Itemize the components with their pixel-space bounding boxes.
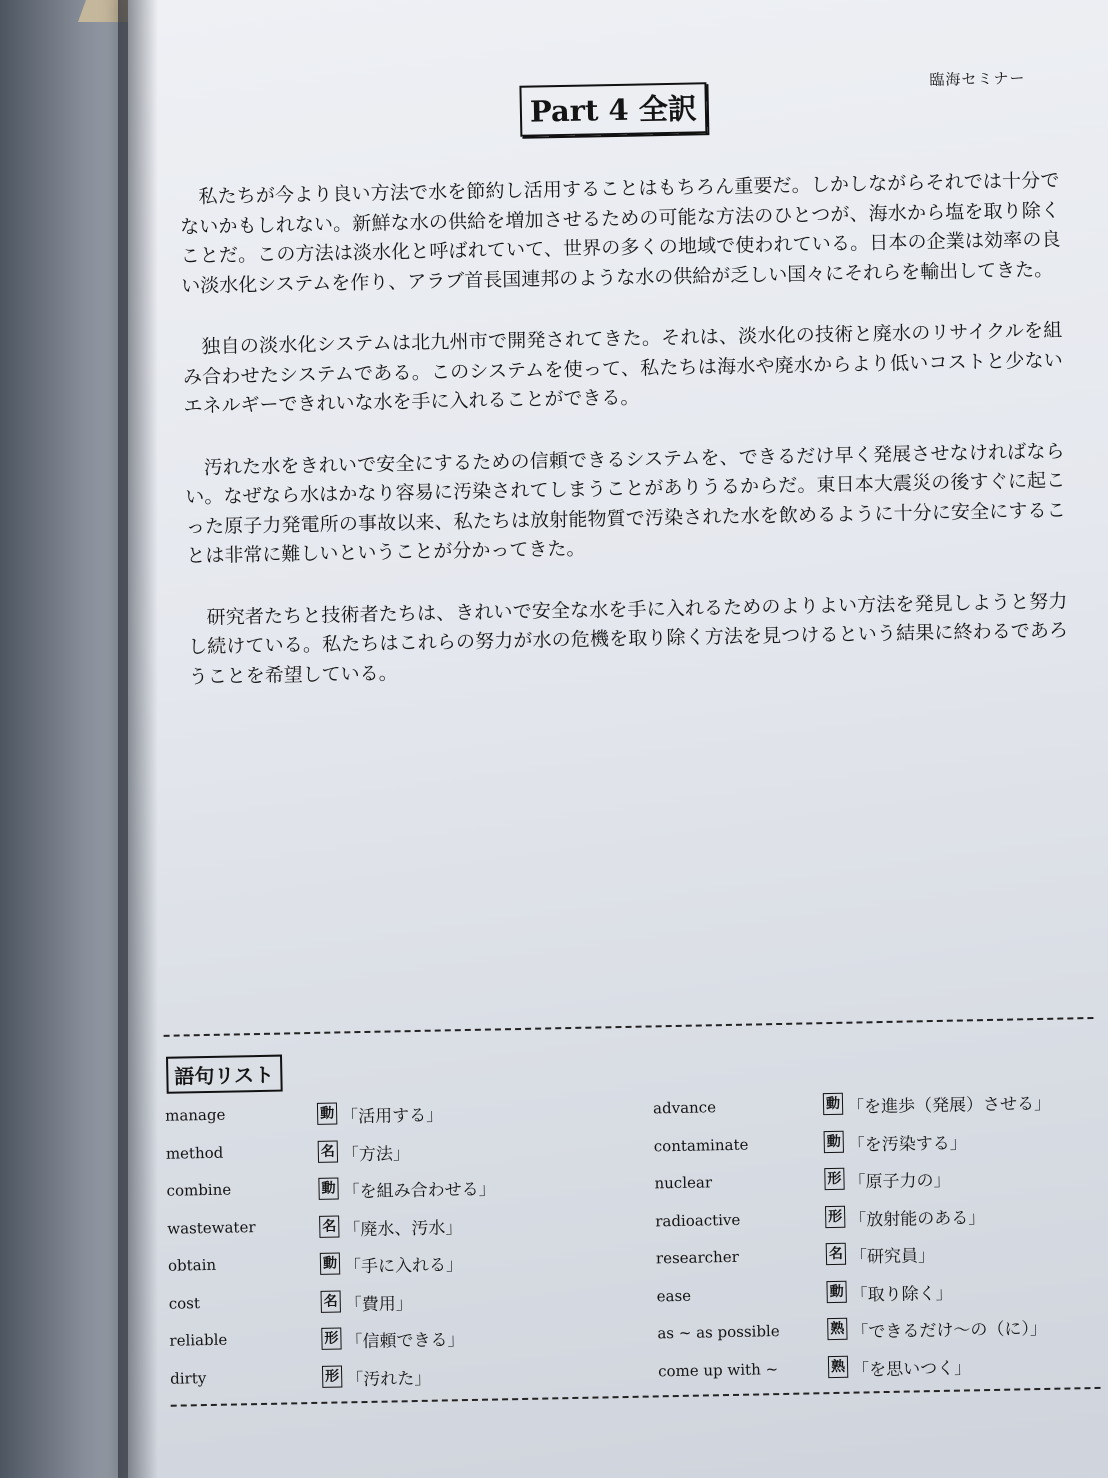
part-of-speech-badge: 名 xyxy=(319,1215,339,1237)
vocab-english: radioactive xyxy=(655,1210,741,1230)
vocab-english: combine xyxy=(166,1180,232,1200)
part-of-speech-badge: 名 xyxy=(321,1290,341,1312)
vocab-column-right xyxy=(653,1084,1108,1393)
vocab-english: manage xyxy=(164,1105,226,1125)
part-of-speech-badge: 形 xyxy=(824,1168,844,1190)
vocab-japanese: 「廃水、汚水」 xyxy=(343,1217,463,1240)
vocab-japanese: 「汚れた」 xyxy=(346,1368,432,1390)
part-of-speech-badge: 熟 xyxy=(828,1355,848,1377)
part-of-speech-badge: 動 xyxy=(320,1252,340,1274)
part-of-speech-badge: 動 xyxy=(823,1093,843,1115)
vocab-english: reliable xyxy=(169,1330,228,1350)
vocab-english: come up with ~ xyxy=(657,1359,779,1380)
part-of-speech-badge: 名 xyxy=(826,1243,846,1265)
vocab-japanese: 「を汚染する」 xyxy=(847,1132,967,1156)
vocab-english: advance xyxy=(652,1098,717,1118)
part-of-speech-badge: 熟 xyxy=(827,1318,847,1340)
vocab-japanese: 「放射能のある」 xyxy=(849,1207,986,1231)
vocab-english: cost xyxy=(168,1293,201,1313)
vocab-english: researcher xyxy=(655,1247,739,1268)
vocab-row xyxy=(170,1356,651,1403)
vocab-english: as ~ as possible xyxy=(657,1322,780,1343)
vocab-column-left xyxy=(165,1094,651,1403)
vocab-japanese: 「研究員」 xyxy=(849,1246,936,1268)
part-of-speech-badge: 動 xyxy=(826,1280,846,1302)
page-title: Part 4 全訳 xyxy=(519,82,707,137)
vocab-list-title: 語句リスト xyxy=(166,1055,282,1094)
vocab-japanese: 「取り除く」 xyxy=(850,1283,953,1306)
divider-top xyxy=(164,1017,1094,1037)
vocab-japanese: 「手に入れる」 xyxy=(343,1255,464,1278)
part-of-speech-badge: 動 xyxy=(318,1177,338,1199)
vocab-japanese: 「信頼できる」 xyxy=(345,1330,465,1353)
vocab-japanese: 「活用する」 xyxy=(341,1105,444,1128)
vocab-japanese: 「を進歩（発展）させる」 xyxy=(846,1093,1052,1118)
paragraph-2: 独自の淡水化システムは北九州市で開発されてきた。それは、淡水化の技術と廃水のリサイクルを組み合わせたシステムである。このシステムを使って、私たちは海水や廃水からより低いコストと少ないエネルギーできれいな水を手に入れることができる。 xyxy=(182,319,1063,418)
translation-body xyxy=(179,166,1069,724)
vocab-english: obtain xyxy=(167,1255,217,1275)
part-of-speech-badge: 形 xyxy=(825,1205,845,1227)
paragraph-1: 私たちが今より良い方法で水を節約し活用することはもちろん重要だ。しかしながらそれでは十分でないかもしれない。新鮮な水の供給を増加させるための可能な方法のひとつが、海水から塩を取り除くことだ。この方法は淡水化と呼ばれていて、世界の多くの地域で使われている。日本の企業は効率の良い淡水化システムを作り、アラブ首長国連邦のような水の供給が乏しい国々にそれらを輸出してきた。 xyxy=(179,169,1061,297)
vocab-row xyxy=(658,1347,1108,1394)
vocab-japanese: 「を組み合わせる」 xyxy=(342,1179,496,1203)
vocab-list xyxy=(165,1085,1101,1403)
vocab-japanese: 「を思いつく」 xyxy=(851,1357,972,1381)
document-content xyxy=(137,51,1103,1429)
part-of-speech-badge: 名 xyxy=(318,1140,338,1162)
paragraph-4: 研究者たちと技術者たちは、きれいで安全な水を手に入れるためのよりよい方法を発見しようと努力し続けている。私たちはこれらの努力が水の危機を取り除く方法を見つけるという結果に終わるであろうことを希望している。 xyxy=(187,589,1069,688)
vocab-japanese: 「費用」 xyxy=(344,1293,413,1315)
vocab-english: nuclear xyxy=(654,1173,713,1193)
paragraph-3: 汚れた水をきれいで安全にするための信頼できるシステムを、できるだけ早く発展させなければならい。なぜなら水はかなり容易に汚染されてしまうことがありうるからだ。東日本大震災の後すぐに起こった原子力発電所の事故以来、私たちは放射能物質で汚染された水を飲めるように十分に安全にすることは非常に難しいということが分かってきた。 xyxy=(185,439,1066,568)
seminar-label: 臨海セミナー xyxy=(929,69,1026,89)
part-of-speech-badge: 形 xyxy=(322,1365,342,1387)
vocab-english: dirty xyxy=(169,1368,207,1388)
vocab-english: method xyxy=(165,1143,224,1163)
part-of-speech-badge: 動 xyxy=(317,1103,337,1125)
vocab-english: ease xyxy=(656,1286,692,1305)
vocab-japanese: 「方法」 xyxy=(341,1143,411,1165)
part-of-speech-badge: 形 xyxy=(321,1327,341,1349)
vocab-japanese: 「できるだけ〜の（に）」 xyxy=(851,1318,1048,1343)
vocab-english: contaminate xyxy=(653,1135,749,1155)
vocab-japanese: 「原子力の」 xyxy=(848,1170,951,1193)
vocab-english: wastewater xyxy=(167,1217,256,1238)
part-of-speech-badge: 動 xyxy=(824,1130,844,1152)
